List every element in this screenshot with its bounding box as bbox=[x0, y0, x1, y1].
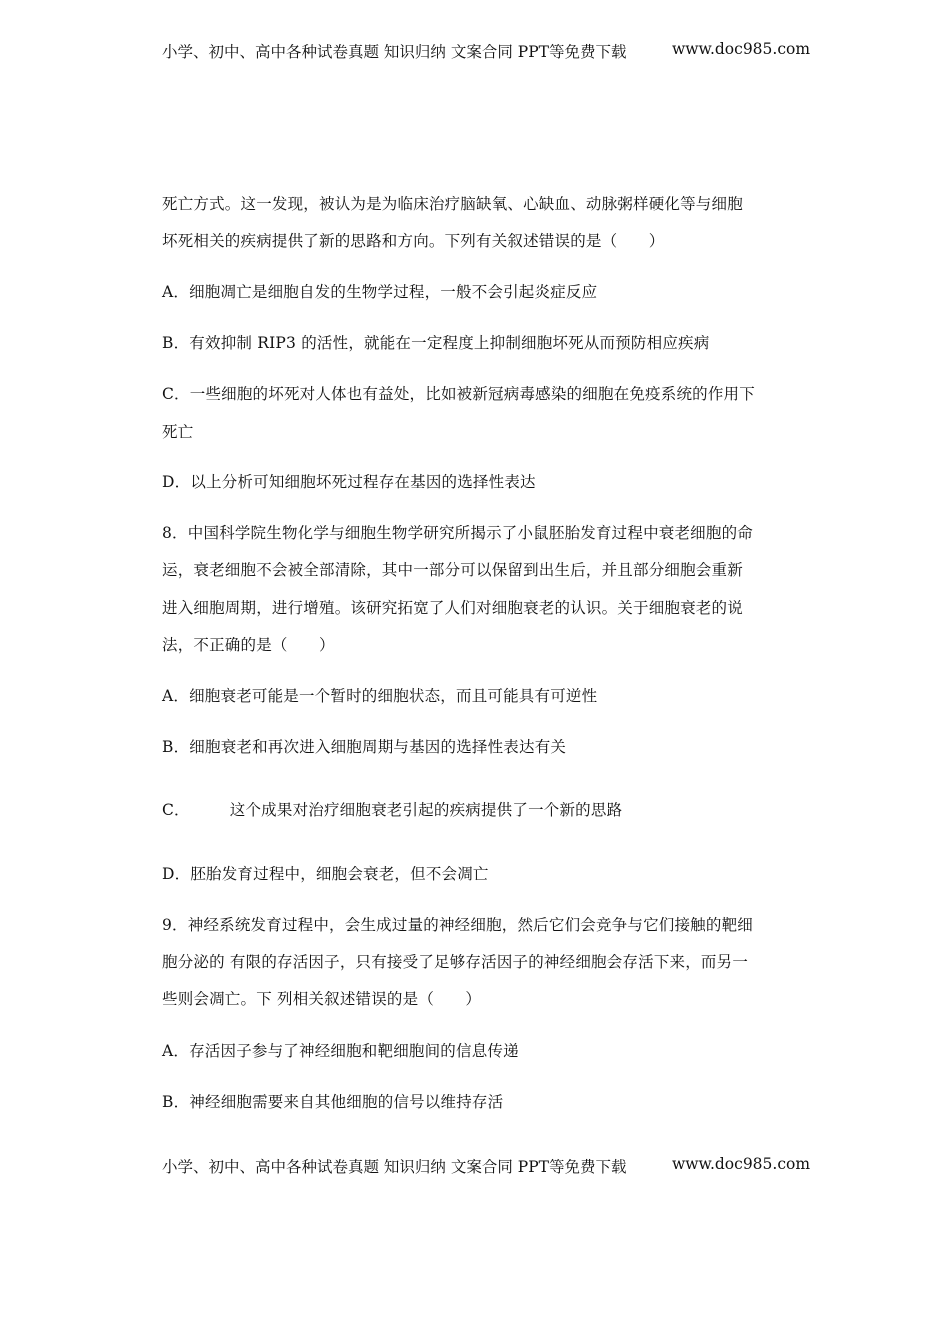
intro-line-2: 坏死相关的疾病提供了新的思路和方向。下列有关叙述错误的是（ ） bbox=[162, 232, 665, 250]
q8-option-c bbox=[162, 798, 622, 820]
q8-option-d: D．胚胎发育过程中，细胞会衰老，但不会凋亡 bbox=[162, 865, 489, 883]
q8-option-b: B．细胞衰老和再次进入细胞周期与基因的选择性表达有关 bbox=[162, 738, 567, 756]
intro-line-1: 死亡方式。这一发现，被认为是为临床治疗脑缺氧、心缺血、动脉粥样硬化等与细胞 bbox=[162, 195, 743, 213]
q8-option-c-text: 这个成果对治疗细胞衰老引起的疾病提供了一个新的思路 bbox=[229, 801, 623, 819]
header-text: 小学、初中、高中各种试卷真题 知识归纳 文案合同 PPT等免费下载 bbox=[162, 43, 627, 61]
q8-option-c-letter: C． bbox=[162, 801, 190, 819]
q7-option-b: B．有效抑制 RIP3 的活性，就能在一定程度上抑制细胞坏死从而预防相应疾病 bbox=[162, 334, 710, 352]
q8-stem-line-2: 运，衰老细胞不会被全部清除，其中一部分可以保留到出生后，并且部分细胞会重新 bbox=[162, 561, 743, 579]
q8-option-a: A．细胞衰老可能是一个暂时的细胞状态，而且可能具有可逆性 bbox=[162, 687, 598, 705]
footer-site-url: www.doc985.com bbox=[672, 1155, 811, 1173]
q8-stem-line-1: 8．中国科学院生物化学与细胞生物学研究所揭示了小鼠胚胎发育过程中衰老细胞的命 bbox=[162, 524, 753, 542]
page-footer bbox=[162, 1155, 811, 1177]
q7-option-c-line-1: C．一些细胞的坏死对人体也有益处，比如被新冠病毒感染的细胞在免疫系统的作用下 bbox=[162, 385, 755, 403]
q7-option-a: A．细胞凋亡是细胞自发的生物学过程，一般不会引起炎症反应 bbox=[162, 283, 598, 301]
q9-stem-line-3: 些则会凋亡。下 列相关叙述错误的是（ ） bbox=[162, 990, 482, 1008]
header-site-url: www.doc985.com bbox=[672, 40, 811, 58]
q7-option-d: D．以上分析可知细胞坏死过程存在基因的选择性表达 bbox=[162, 473, 536, 491]
q9-option-a: A．存活因子参与了神经细胞和靶细胞间的信息传递 bbox=[162, 1042, 519, 1060]
q9-stem-line-1: 9．神经系统发育过程中，会生成过量的神经细胞，然后它们会竞争与它们接触的靶细 bbox=[162, 916, 753, 934]
q8-stem-line-3: 进入细胞周期，进行增殖。该研究拓宽了人们对细胞衰老的认识。关于细胞衰老的说 bbox=[162, 599, 743, 617]
q8-stem-line-4: 法，不正确的是（ ） bbox=[162, 636, 335, 654]
q9-option-b: B．神经细胞需要来自其他细胞的信号以维持存活 bbox=[162, 1093, 504, 1111]
page-header bbox=[162, 40, 811, 62]
q9-stem-line-2: 胞分泌的 有限的存活因子，只有接受了足够存活因子的神经细胞会存活下来，而另一 bbox=[162, 953, 749, 971]
footer-text: 小学、初中、高中各种试卷真题 知识归纳 文案合同 PPT等免费下载 bbox=[162, 1158, 627, 1176]
q7-option-c-line-2: 死亡 bbox=[162, 423, 194, 441]
